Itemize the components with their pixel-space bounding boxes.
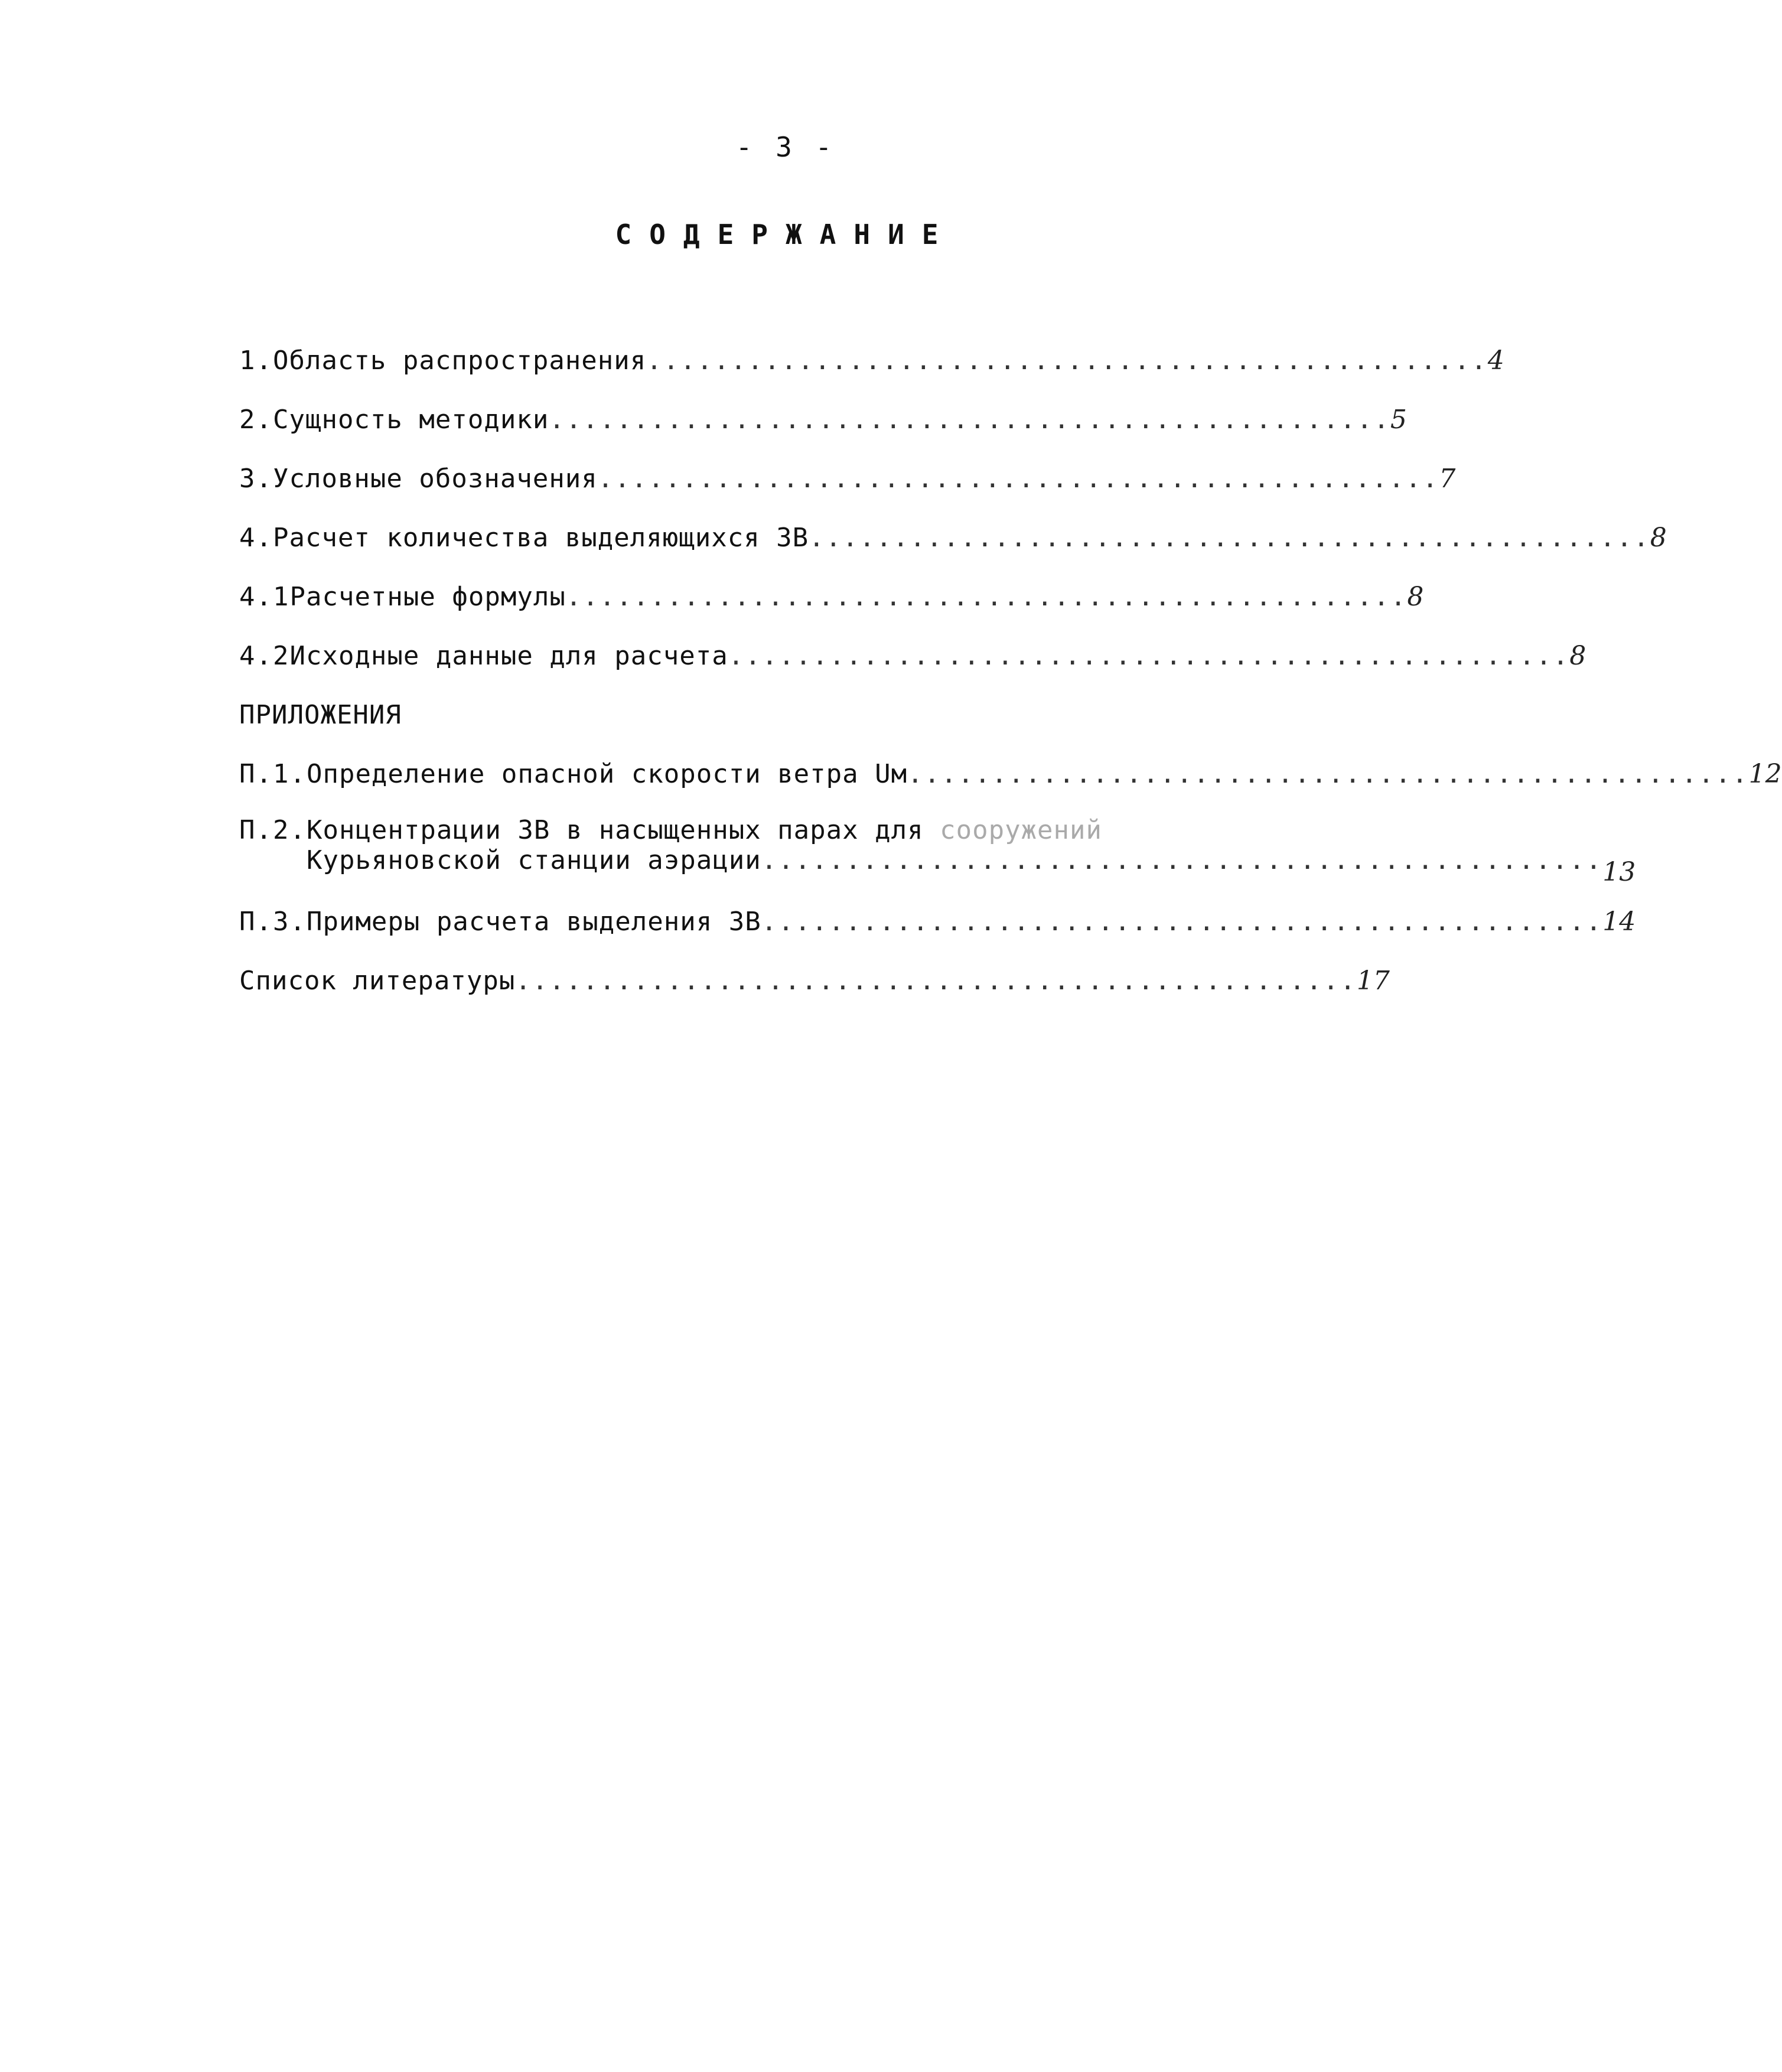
entry-number: 3. <box>239 463 273 494</box>
entry-number: 1. <box>239 345 273 376</box>
entry-text: Область распространения <box>272 345 647 376</box>
leader-dots: .................................................. <box>597 463 1439 494</box>
entry-text-line-1 <box>307 815 1602 845</box>
entry-page: 8 <box>1650 522 1667 553</box>
appendix-entry-1 <box>239 744 1782 803</box>
entry-text: Исходные данные для расчета <box>289 640 728 671</box>
toc-entry-2 <box>239 390 1407 449</box>
entry-text: Определение опасной скорости ветра Uм <box>306 758 908 789</box>
entry-text: Расчет количества выделяющихся ЗВ <box>272 522 809 553</box>
entry-number: 4. <box>239 522 273 553</box>
toc-entry-4 <box>239 508 1667 567</box>
toc-title: СОДЕРЖАНИЕ <box>615 219 956 250</box>
entry-text-block <box>307 815 1602 875</box>
leader-dots: .................................................. <box>549 404 1390 435</box>
references-entry <box>239 951 1390 1010</box>
entry-text: Расчетные формулы <box>289 581 566 612</box>
leader-dots: .................................................. <box>728 640 1570 671</box>
leader-dots: .................................................. <box>565 581 1408 612</box>
entry-page: 7 <box>1439 463 1456 494</box>
entry-text-line-2-row <box>307 845 1602 875</box>
entry-text-line-1-main: Концентрации ЗВ в насыщенных парах для <box>306 815 924 845</box>
leader-dots: .................................................. <box>907 758 1749 789</box>
entry-text: Сущность методики <box>272 404 549 435</box>
entry-page: 8 <box>1407 581 1424 612</box>
entry-page: 12 <box>1748 758 1782 789</box>
entry-page: 4 <box>1487 345 1504 376</box>
appendix-entry-3 <box>239 892 1636 951</box>
toc-entry-3 <box>239 449 1456 508</box>
entry-text: Примеры расчета выделения ЗВ <box>306 906 761 937</box>
leader-dots: .................................................. <box>646 345 1488 376</box>
toc-entry-1 <box>239 331 1504 390</box>
entry-text-line-2: Курьяновской станции аэрации <box>306 845 761 875</box>
toc-entry-4-2 <box>239 626 1586 685</box>
leader-dots: .................................................. <box>761 906 1603 937</box>
entry-page: 14 <box>1602 906 1636 937</box>
appendix-entry-2 <box>239 803 1636 892</box>
table-of-contents <box>239 331 1782 1010</box>
leader-dots: .................................................. <box>809 522 1650 553</box>
entry-number: 2. <box>239 404 273 435</box>
entry-page: 17 <box>1356 965 1390 996</box>
leader-dots: .................................................. <box>761 845 1603 875</box>
entry-text: Условные обозначения <box>272 463 598 494</box>
entry-page: 5 <box>1390 404 1407 435</box>
toc-entry-4-1 <box>239 567 1424 626</box>
entry-number: П.3. <box>239 906 307 937</box>
page-number: - 3 - <box>735 131 836 163</box>
entry-page: 13 <box>1602 857 1636 887</box>
entry-number: П.1. <box>239 758 307 789</box>
entry-number: П.2. <box>239 815 307 845</box>
entry-text-line-1-faded: сооружений <box>940 815 1103 845</box>
entry-number: 4.1 <box>239 581 290 612</box>
leader-dots: .................................................. <box>515 965 1357 996</box>
entry-number: 4.2 <box>239 640 290 671</box>
entry-text: Список литературы <box>239 965 516 996</box>
entry-page: 8 <box>1569 640 1586 671</box>
appendix-heading: ПРИЛОЖЕНИЯ <box>239 699 402 730</box>
